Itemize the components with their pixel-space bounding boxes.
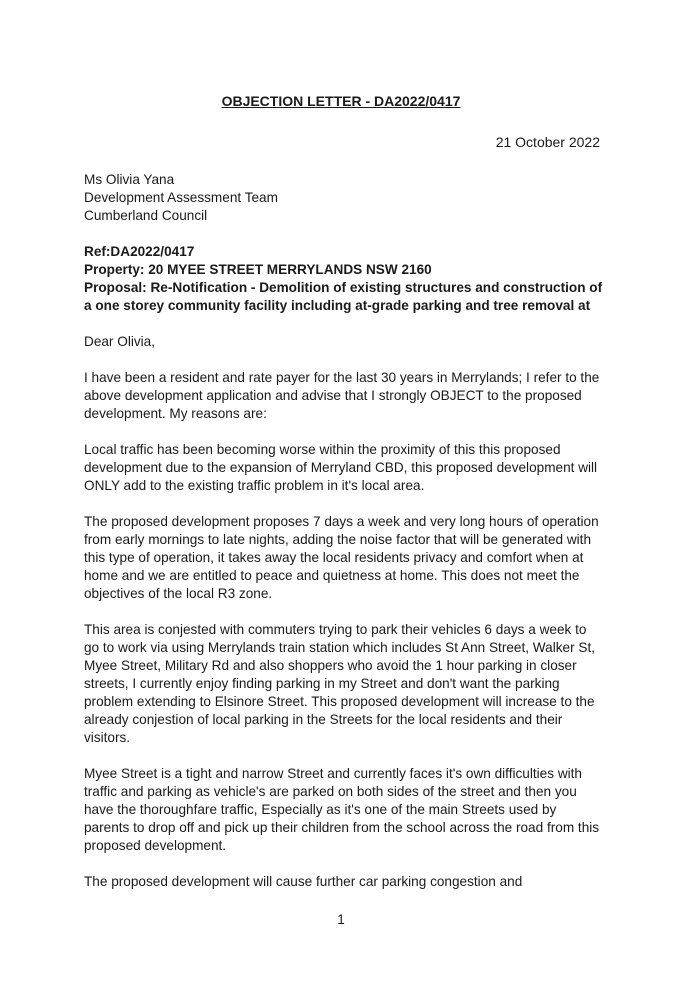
reference-block [84,243,604,315]
letter-title: OBJECTION LETTER - DA2022/0417 [221,93,461,109]
paragraph: Local traffic has been becoming worse within the proximity of this this proposed development due to the expansion of Merryland CBD, this proposed development will ONLY add to the existing traffic problem in it's local area. [84,442,598,493]
letter-body [84,171,604,909]
recipient-block [84,171,604,225]
page-number: 1 [337,912,345,927]
recipient-organisation: Cumberland Council [84,208,208,223]
reference-property: Property: 20 MYEE STREET MERRYLANDS NSW 2160 [84,262,432,277]
recipient-name: Ms Olivia Yana [84,172,175,187]
salutation: Dear Olivia, [84,334,156,349]
paragraph: This area is conjested with commuters trying to park their vehicles 6 days a week to go to work via using Merrylands train station which includes St Ann Street, Walker St, Myee Street, Military Rd and also shoppers who avoid the 1 hour parking in closer streets, I currently enjoy finding parking in my Street and don't want the parking problem extending to Elsinore Street. This proposed development will increase to the already conjestion of local parking in the Streets for the local residents and their visitors. [84,622,595,745]
paragraph: The proposed development proposes 7 days a week and very long hours of operation from early mornings to late nights, adding the noise factor that will be generated with this type of operation, it takes away the local residents privacy and comfort when at home and we are entitled to peace and quietness at home. This does not meet the objectives of the local R3 zone. [84,514,599,601]
recipient-team: Development Assessment Team [84,190,278,205]
reference-ref: Ref:DA2022/0417 [84,244,195,259]
letter-date: 21 October 2022 [495,134,600,150]
paragraph: Myee Street is a tight and narrow Street and currently faces it's own difficulties with traffic and parking as vehicle's are parked on both sides of the street and then you have the thoroughfare traffic, Especially as it's one of the main Streets used by parents to drop off and pick up their children from the school across the road from this proposed development. [84,766,600,853]
paragraph: The proposed development will cause further car parking congestion and [84,874,523,889]
reference-proposal: Proposal: Re-Notification - Demolition of existing structures and construction of a one storey community facility including at-grade parking and tree removal at [84,280,603,313]
paragraph: I have been a resident and rate payer for the last 30 years in Merrylands; I refer to the above development application and advise that I strongly OBJECT to the proposed development. My reasons are: [84,370,600,421]
